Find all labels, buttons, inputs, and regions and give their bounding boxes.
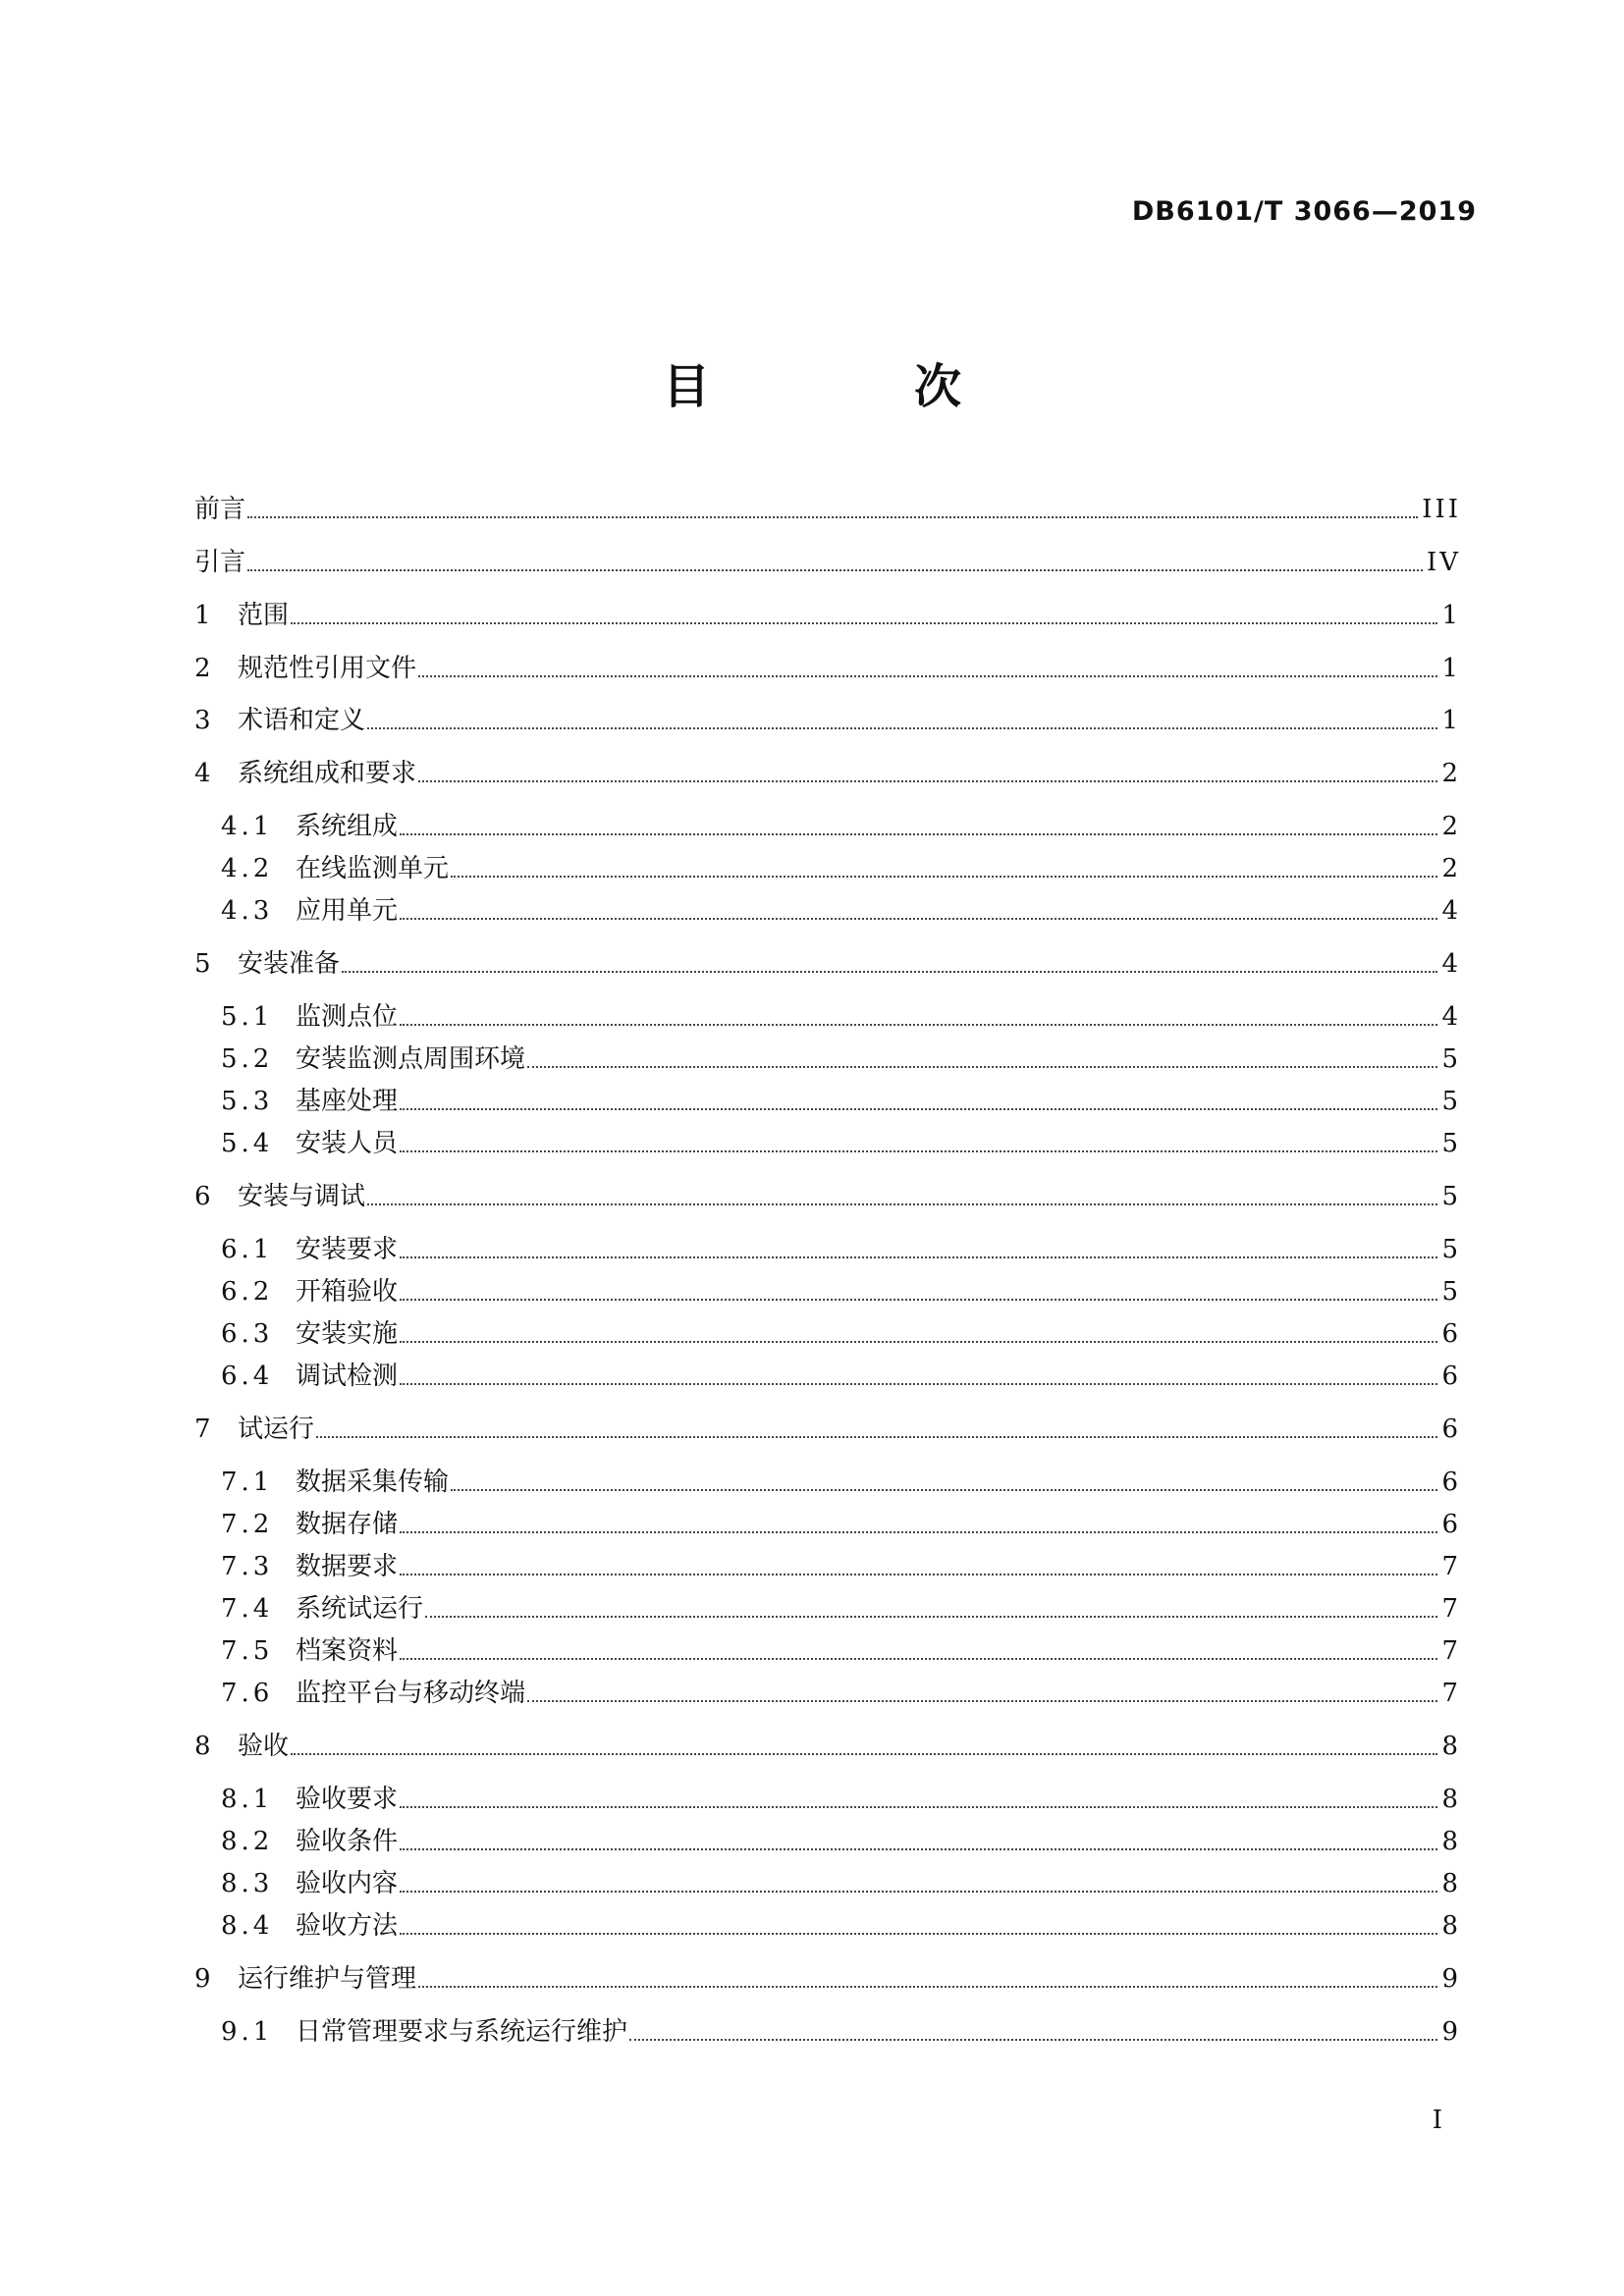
toc-entry-title: 安装要求: [296, 1235, 399, 1264]
toc-leader-dots: [451, 875, 1437, 878]
toc-entry-title: 日常管理要求与系统运行维护: [296, 2017, 628, 2047]
toc-entry-title: 验收要求: [296, 1785, 399, 1814]
toc-entry-title: 在线监测单元: [296, 854, 450, 883]
toc-entry-title: 术语和定义: [238, 706, 366, 735]
toc-leader-dots: [400, 1932, 1437, 1935]
toc-entry[interactable]: [221, 997, 1461, 1037]
toc-entry[interactable]: [221, 807, 1461, 846]
toc-entry-number: 5: [194, 949, 211, 979]
toc-entry-title: 调试检测: [296, 1362, 399, 1391]
toc-leader-dots: [342, 970, 1437, 973]
toc-entry-title: 监控平台与移动终端: [296, 1679, 526, 1708]
toc-entry-page: 6: [1441, 1510, 1461, 1539]
toc-entry-page: 6: [1441, 1415, 1461, 1444]
toc-entry-title: 验收内容: [296, 1869, 399, 1898]
toc-entry-number: 4.1: [221, 812, 274, 841]
toc-entry[interactable]: [221, 1124, 1461, 1163]
toc-leader-dots: [400, 1847, 1437, 1850]
toc-leader-dots: [451, 1488, 1437, 1491]
toc-entry-number: 7.1: [221, 1468, 274, 1497]
document-code: DB6101/T 3066—2019: [1131, 196, 1477, 227]
toc-entry-number: 4.2: [221, 854, 274, 883]
toc-leader-dots: [418, 674, 1437, 677]
toc-leader-dots: [418, 779, 1437, 782]
toc-entry-page: 8: [1441, 1827, 1461, 1856]
toc-entry-title: 监测点位: [296, 1002, 399, 1032]
toc-entry-number: 9: [194, 1964, 211, 1994]
toc-entry-number: 5.3: [221, 1087, 274, 1116]
toc-leader-dots: [527, 1699, 1437, 1702]
toc-entry[interactable]: [221, 1357, 1461, 1396]
toc-title: 目 次: [662, 359, 1040, 414]
toc-entry-number: 3: [194, 706, 211, 735]
toc-entry-page: 8: [1441, 1869, 1461, 1898]
toc-leader-dots: [400, 1023, 1437, 1026]
toc-leader-dots: [400, 1573, 1437, 1575]
toc-leader-dots: [247, 568, 1423, 571]
toc-leader-dots: [400, 1805, 1437, 1808]
toc-entry-number: 8.3: [221, 1869, 274, 1898]
toc-entry-number: 9.1: [221, 2017, 274, 2047]
toc-entry-page: 6: [1441, 1319, 1461, 1349]
toc-entry-title: 验收: [238, 1732, 290, 1761]
toc-entry-title: 引言: [194, 548, 246, 577]
toc-entry-title: 试运行: [238, 1415, 315, 1444]
toc-entry[interactable]: [221, 1589, 1461, 1629]
toc-entry-page: 8: [1441, 1911, 1461, 1941]
toc-entry[interactable]: [221, 1505, 1461, 1544]
toc-entry[interactable]: [221, 849, 1461, 888]
toc-entry[interactable]: [221, 1906, 1461, 1946]
toc-entry[interactable]: [221, 1230, 1461, 1269]
toc-entry[interactable]: [221, 891, 1461, 931]
toc-entry-number: 7.4: [221, 1594, 274, 1624]
toc-entry-title: 基座处理: [296, 1087, 399, 1116]
toc-entry-page: 5: [1441, 1087, 1461, 1116]
toc-entry-number: 7.2: [221, 1510, 274, 1539]
toc-leader-dots: [291, 1752, 1437, 1755]
toc-entry[interactable]: [194, 543, 1461, 582]
page-number: I: [1432, 2106, 1442, 2135]
toc-leader-dots: [400, 1255, 1437, 1258]
toc-entry-page: 9: [1441, 2017, 1461, 2047]
toc-leader-dots: [400, 1340, 1437, 1343]
toc-entry-number: 7.3: [221, 1552, 274, 1581]
toc-entry-page: 7: [1441, 1594, 1461, 1624]
toc-entry[interactable]: [221, 1314, 1461, 1354]
toc-entry[interactable]: [194, 1959, 1461, 1999]
toc-entry-page: 5: [1441, 1182, 1461, 1211]
toc-leader-dots: [316, 1435, 1437, 1438]
toc-entry-page: 4: [1441, 1002, 1461, 1032]
toc-entry[interactable]: [194, 490, 1461, 529]
toc-leader-dots: [367, 726, 1437, 729]
toc-entry-page: 2: [1441, 812, 1461, 841]
toc-leader-dots: [400, 917, 1437, 920]
toc-entry-page: 7: [1441, 1636, 1461, 1666]
toc-entry-number: 4.3: [221, 896, 274, 926]
toc-entry-title: 安装与调试: [238, 1182, 366, 1211]
toc-leader-dots: [247, 515, 1418, 518]
toc-entry-page: 4: [1441, 896, 1461, 926]
toc-entry-page: 8: [1441, 1732, 1461, 1761]
toc-entry-title: 规范性引用文件: [238, 654, 417, 683]
toc-entry-number: 8.2: [221, 1827, 274, 1856]
toc-entry-title: 验收条件: [296, 1827, 399, 1856]
toc-entry-page: 5: [1441, 1044, 1461, 1074]
toc-entry-title: 开箱验收: [296, 1277, 399, 1307]
toc-entry[interactable]: [194, 944, 1461, 984]
toc-entry-title: 数据采集传输: [296, 1468, 450, 1497]
toc-entry[interactable]: [221, 1674, 1461, 1713]
toc-entry-number: 7: [194, 1415, 211, 1444]
toc-entry[interactable]: [221, 2012, 1461, 2052]
toc-entry-number: 6.4: [221, 1362, 274, 1391]
toc-entry-page: 6: [1441, 1468, 1461, 1497]
toc-entry-number: 6.1: [221, 1235, 274, 1264]
toc-entry-title: 验收方法: [296, 1911, 399, 1941]
toc-leader-dots: [418, 1985, 1437, 1988]
toc-leader-dots: [400, 1890, 1437, 1893]
toc-entry-title: 数据存储: [296, 1510, 399, 1539]
toc-entry[interactable]: [221, 1822, 1461, 1861]
toc-leader-dots: [400, 1530, 1437, 1533]
toc-leader-dots: [400, 1107, 1437, 1110]
toc-leader-dots: [527, 1065, 1437, 1068]
toc-entry-title: 应用单元: [296, 896, 399, 926]
toc-entry-title: 范围: [238, 601, 290, 630]
toc-entry-page: 1: [1441, 601, 1461, 630]
toc-leader-dots: [425, 1615, 1437, 1618]
toc-entry[interactable]: [194, 701, 1461, 740]
toc-leader-dots: [367, 1202, 1437, 1205]
toc-entry[interactable]: [221, 1272, 1461, 1311]
toc-entry[interactable]: [221, 1631, 1461, 1671]
toc-entry-title: 安装人员: [296, 1129, 399, 1158]
toc-entry-page: IV: [1426, 548, 1461, 577]
toc-entry-page: 5: [1441, 1235, 1461, 1264]
toc-entry-number: 1: [194, 601, 211, 630]
toc-leader-dots: [400, 1657, 1437, 1660]
toc-entry-page: 6: [1441, 1362, 1461, 1391]
toc-entry-title: 安装实施: [296, 1319, 399, 1349]
toc-entry-page: 2: [1441, 854, 1461, 883]
toc-entry-number: 5.1: [221, 1002, 274, 1032]
toc-entry-title: 系统试运行: [296, 1594, 424, 1624]
toc-entry[interactable]: [194, 1177, 1461, 1216]
toc-entry-title: 系统组成: [296, 812, 399, 841]
toc-entry-page: 8: [1441, 1785, 1461, 1814]
toc-entry-page: 9: [1441, 1964, 1461, 1994]
toc-leader-dots: [629, 2038, 1437, 2041]
toc-entry-title: 数据要求: [296, 1552, 399, 1581]
toc-entry-number: 6.3: [221, 1319, 274, 1349]
toc-entry[interactable]: [221, 1040, 1461, 1079]
toc-entry-title: 安装监测点周围环境: [296, 1044, 526, 1074]
toc-entry-title: 运行维护与管理: [238, 1964, 417, 1994]
toc-entry-number: 6: [194, 1182, 211, 1211]
toc-entry[interactable]: [194, 596, 1461, 635]
toc-entry[interactable]: [221, 1780, 1461, 1819]
toc-entry-page: 2: [1441, 759, 1461, 788]
toc-entry-number: 7.6: [221, 1679, 274, 1708]
toc-entry-number: 5.4: [221, 1129, 274, 1158]
toc-entry-title: 安装准备: [238, 949, 341, 979]
toc-entry-number: 7.5: [221, 1636, 274, 1666]
toc-entry-number: 4: [194, 759, 211, 788]
toc-leader-dots: [400, 1298, 1437, 1301]
toc-entry[interactable]: [194, 754, 1461, 793]
toc-entry-page: 5: [1441, 1129, 1461, 1158]
toc-leader-dots: [400, 1382, 1437, 1385]
toc-entry[interactable]: [221, 1864, 1461, 1903]
toc-entry-page: 5: [1441, 1277, 1461, 1307]
toc-entry-number: 2: [194, 654, 211, 683]
toc-leader-dots: [291, 621, 1437, 624]
toc-entry-page: 1: [1441, 654, 1461, 683]
toc-entry-page: 4: [1441, 949, 1461, 979]
toc-entry[interactable]: [221, 1547, 1461, 1586]
toc-leader-dots: [400, 1149, 1437, 1152]
toc-entry-number: 6.2: [221, 1277, 274, 1307]
toc-leader-dots: [400, 832, 1437, 835]
toc-entry[interactable]: [194, 649, 1461, 688]
toc-entry-number: 8.1: [221, 1785, 274, 1814]
toc-entry-number: 8.4: [221, 1911, 274, 1941]
toc-entry[interactable]: [221, 1082, 1461, 1121]
toc-entry-page: 7: [1441, 1679, 1461, 1708]
toc-entry-title: 前言: [194, 495, 246, 524]
toc-entry-title: 系统组成和要求: [238, 759, 417, 788]
toc-entry-number: 5.2: [221, 1044, 274, 1074]
toc-entry[interactable]: [194, 1727, 1461, 1766]
toc-entry-page: 7: [1441, 1552, 1461, 1581]
toc-entry-title: 档案资料: [296, 1636, 399, 1666]
toc-entry-page: 1: [1441, 706, 1461, 735]
toc-entry-number: 8: [194, 1732, 211, 1761]
toc-entry[interactable]: [221, 1463, 1461, 1502]
toc-entry[interactable]: [194, 1410, 1461, 1449]
toc-entry-page: III: [1422, 495, 1461, 524]
